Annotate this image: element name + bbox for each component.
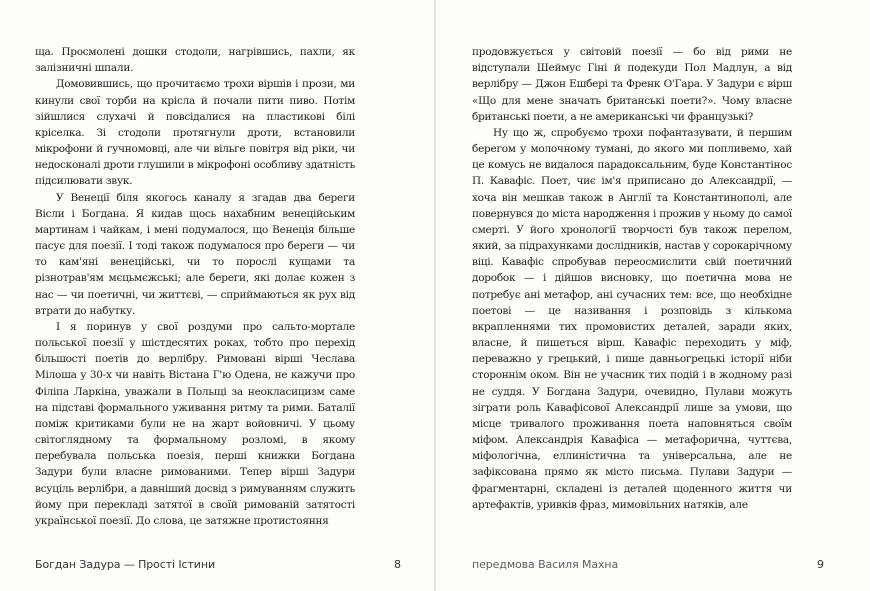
page-number-left: 8 bbox=[394, 558, 401, 571]
right-paragraph-2: Ну що ж, спробуємо трохи пофантазувати, й першим берегом у молочному тумані, до якого ми попливемо, хай це комусь не видалося парадоксальним, буде Константінос П. Кавафіс. Поет, чиє ім'я приписано до Александрії, — хоча він мешкав також в Англії та Константинополі, але повернувся до міста народження і прожив у ньому до самої смерті. У його хронології творчості був також перелом, який, за підрахунками дослідників, настав у сорокарічному віці. Кавафіс спробував переосмислити свій поетичний доробок — і дійшов висновку, що поетична мова не потребує ані метафор, ані сучасних тем: все, що необхідне поетові — це називання і розповідь з кількома вкрапленнями тих промовистих деталей, заради яких, власне, й пишеться вірш. Кавафіс переходить у міф, переважно у грецький, і пише давньогрецькі історії ніби стороннім оком. Він не учасник тих подій і в жодному разі не суддя. У Богдана Задури, очевидно, Пулави можуть зіграти роль Кавафісової Александрії лише за умови, що місце тривалого проживання поета наповняться своїм міфом. Александрія Кавафіса — метафорична, чуттєва, міфологічна, еллиністична та універсальна, але не зафіксована прямо як місто письма. Пулави Задури — фрагментарні, складені із деталей щоденного життя чи артефактів, уривків фраз, мимовільних натяків, але bbox=[472, 126, 792, 511]
left-paragraph-1: ща. Просмолені дошки стодоли, нагрівшись, пахли, як залізничні шпали. bbox=[35, 46, 355, 75]
right-page bbox=[436, 0, 870, 591]
left-paragraph-4: І я поринув у свої роздуми про сальто-мортале польської поезії у шістдесятих роках, тобто про перехід більшості поетів до верлібру. Римовані вірші Чеслава Мілоша у 30-х чи навіть Вістана Г'ю Одена, не кажучи про Філіпа Ларкіна, уважали в Польщі за неокласицизм саме на підставі формального уживання ритму та рими. Баталії поміж критиками були не на жарт войовничі. У цьому світоглядному та формальному розломі, в якому перебувала польська поезія, перші книжки Богдана Задури були власне римованими. Тепер вірші Задури всуціль верлібри, а давніший досвід з римуванням служить йому при перекладі затятої в своїй римованій затятості української поезії. До слова, це затяжне протистояння bbox=[35, 320, 355, 527]
right-text-column bbox=[472, 44, 792, 513]
page-number-right: 9 bbox=[817, 558, 824, 571]
left-footer bbox=[0, 558, 434, 578]
right-paragraph-1: продовжується у світовій поезії — бо від рими не відступали Шеймус Гіні й подекуди Пол Мадлун, а від верлібру — Джон Ешбері та Френк О'Гара. У Задури є вірш «Що для мене значать британські поети?». Чому власне британські поети, а не американські чи французькі? bbox=[472, 46, 792, 123]
left-text-column bbox=[35, 44, 355, 529]
running-head-author-title: Богдан Задура — Прості Істини bbox=[35, 558, 215, 571]
running-head-foreword: передмова Василя Махна bbox=[472, 558, 619, 571]
left-paragraph-2: Домовившись, що прочитаємо трохи віршів і прози, ми кинули свої торби на крісла й почали пити пиво. Потім зійшлися слухачі й повсідалися на пластикові білі кріселка. Зі стодоли протягнули дроти, встановили мікрофони й гучномовці, але чи вільге повітря від ріки, чи недосконалі дроти глушили в мікрофоні особливу здатність підсилювати звук. bbox=[35, 78, 355, 188]
left-paragraph-3: У Венеції біля якогось каналу я згадав два береги Вісли і Богдана. Я кидав щось нахабним венеційським мартинам і чайкам, і мені подумалося, що Венеція більше пасує для поезії. І тоді також подумалося про береги — чи то кам'яні венеційські, чи то порослі кущами та різнотрав'ям мєцьмєжські; але береги, які долає кожен з нас — чи поетичні, чи життєві, — сприймаються як рух від втрати до набутку. bbox=[35, 191, 355, 317]
right-footer bbox=[436, 558, 870, 578]
left-page bbox=[0, 0, 434, 591]
